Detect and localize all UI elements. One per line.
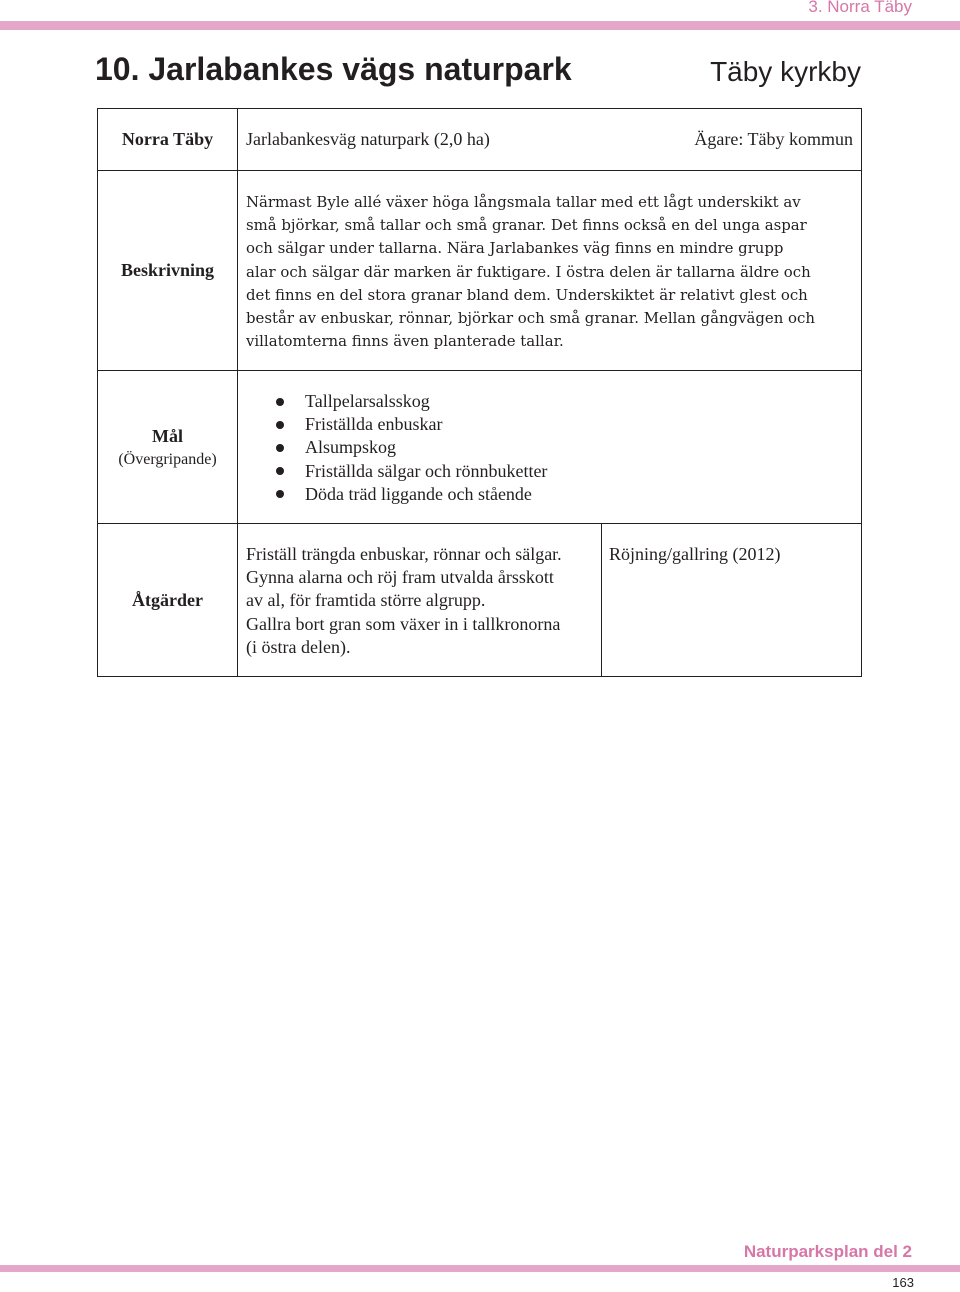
description-line: och sälgar under tallarna. Nära Jarlabankes väg finns en mindre grupp — [246, 239, 784, 258]
list-item: Friställda sälgar och rönnbuketter — [246, 460, 861, 483]
description-line: Närmast Byle allé växer höga långsmala tallar med ett lågt underskikt av — [246, 193, 801, 211]
goal-label: Mål — [152, 425, 183, 446]
table-row-description — [98, 170, 861, 370]
list-item: Alsumpskog — [246, 436, 861, 459]
list-item: Tallpelarsalsskog — [246, 390, 861, 413]
park-info-table — [97, 108, 862, 677]
table-row-goals — [98, 370, 861, 523]
goal-list — [246, 390, 861, 506]
action-line: (i östra delen). — [246, 636, 351, 657]
section-label: 3. Norra Täby — [808, 0, 912, 16]
description-text — [238, 171, 861, 370]
park-name: Jarlabankesväg naturpark (2,0 ha) — [246, 128, 490, 149]
action-text — [238, 524, 602, 676]
goal-list-cell — [238, 371, 861, 523]
document-title: Naturparksplan del 2 — [743, 1242, 912, 1261]
list-item: Döda träd liggande och stående — [246, 483, 861, 506]
table-row-header — [98, 109, 861, 170]
bullet-icon — [276, 467, 284, 475]
goal-sublabel: (Övergripande) — [118, 450, 217, 468]
goal-label-cell — [98, 371, 238, 523]
bullet-icon — [276, 490, 284, 498]
action-label: Åtgärder — [98, 524, 238, 676]
bullet-icon — [276, 444, 284, 452]
page-title: 10. Jarlabankes vägs naturpark — [95, 51, 572, 87]
page-number: 163 — [892, 1275, 914, 1290]
bullet-icon — [276, 398, 284, 406]
area-label: Norra Täby — [98, 109, 238, 170]
top-divider-bar — [0, 21, 960, 30]
action-line: Gallra bort gran som växer in i tallkronorna — [246, 613, 561, 634]
description-line: villatomterna finns även planterade tallar. — [246, 332, 564, 351]
park-info-cell — [238, 109, 861, 170]
description-line: består av enbuskar, rönnar, björkar och små granar. Mellan gångvägen och — [246, 309, 815, 328]
description-line: små björkar, små tallar och små granar. Det finns också en del unga aspar — [246, 216, 807, 235]
description-line: alar och sälgar där marken är fuktigare. I östra delen är tallarna äldre och — [246, 262, 811, 281]
page-subtitle: Täby kyrkby — [710, 56, 861, 87]
action-line: av al, för framtida större algrupp. — [246, 590, 486, 611]
action-line: Gynna alarna och röj fram utvalda årsskott — [246, 567, 554, 588]
list-item: Friställda enbuskar — [246, 413, 861, 436]
owner-text: Ägare: Täby kommun — [694, 128, 853, 149]
description-label: Beskrivning — [98, 171, 238, 370]
bullet-icon — [276, 421, 284, 429]
description-line: det finns en del stora granar bland dem. Underskiktet är relativt glest och — [246, 285, 808, 304]
bottom-divider-bar — [0, 1265, 960, 1272]
action-note: Röjning/gallring (2012) — [609, 544, 781, 564]
action-line: Friställ trängda enbuskar, rönnar och sälgar. — [246, 544, 562, 564]
table-row-actions — [98, 523, 861, 676]
